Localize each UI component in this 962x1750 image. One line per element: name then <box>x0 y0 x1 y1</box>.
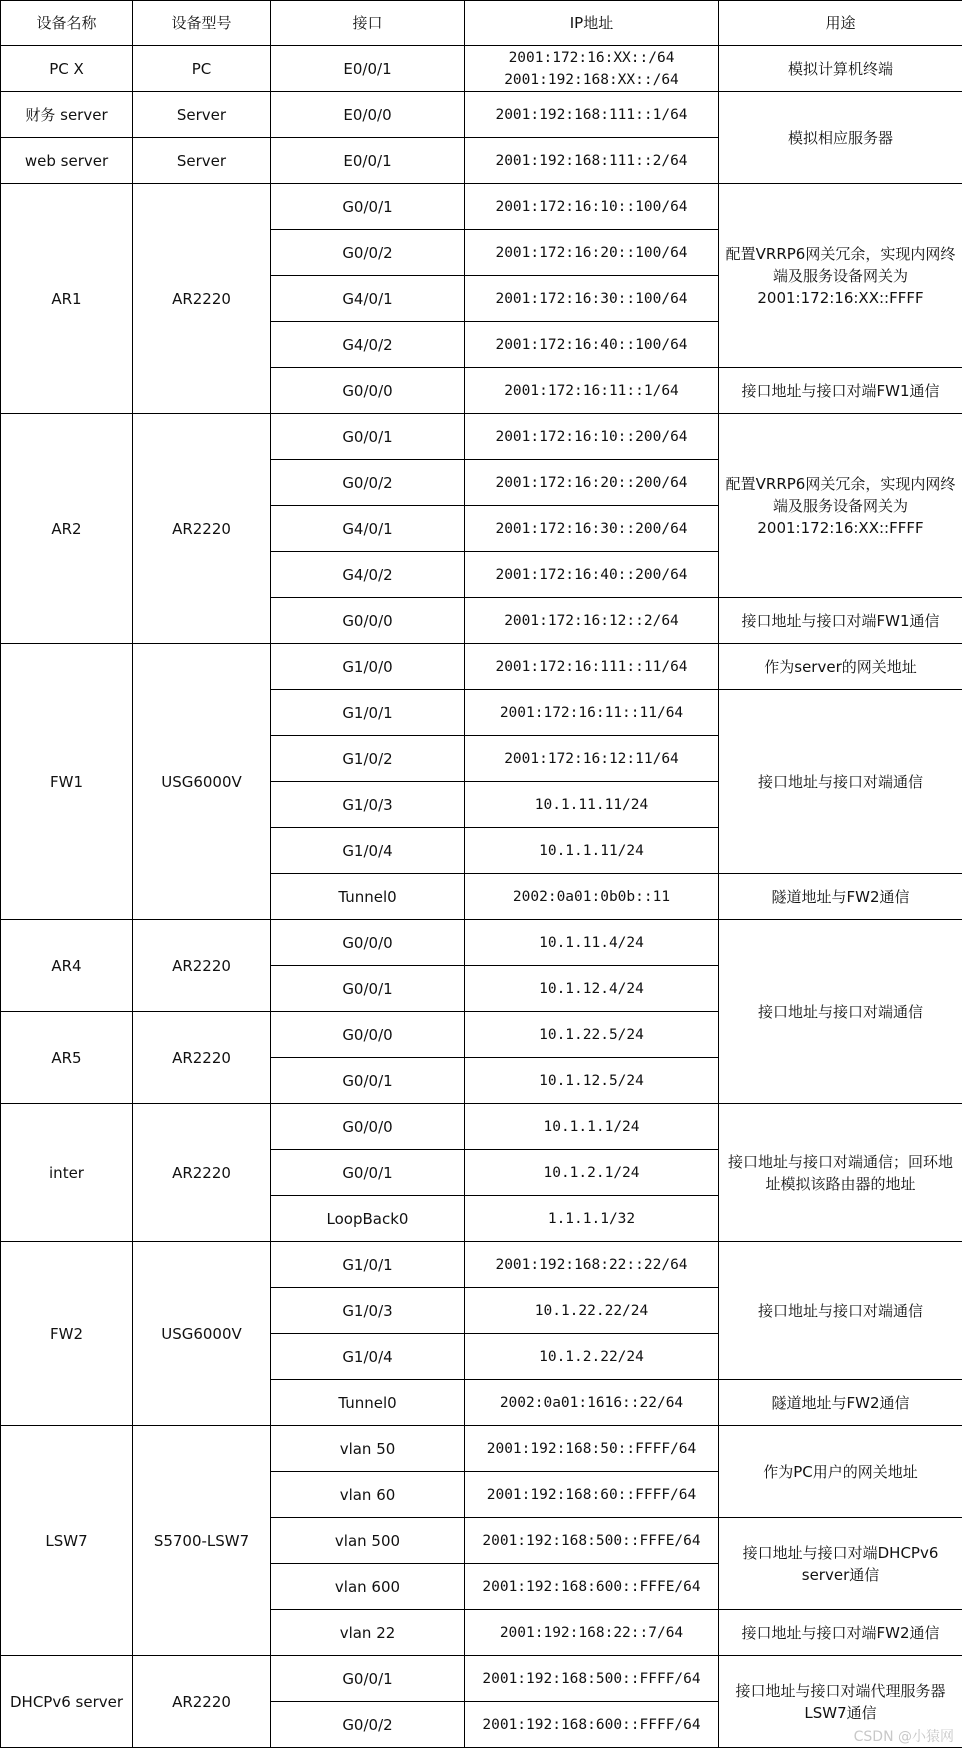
device-model-cell: USG6000V <box>133 644 271 920</box>
header-interface: 接口 <box>271 1 465 46</box>
device-name-cell: 财务 server <box>1 92 133 138</box>
usage-cell: 接口地址与接口对端FW1通信 <box>719 368 962 414</box>
usage-cell: 模拟计算机终端 <box>719 46 962 92</box>
interface-cell: G1/0/3 <box>271 1288 465 1334</box>
ip-address-cell: 2001:172:16:20::100/64 <box>465 230 719 276</box>
usage-cell: 接口地址与接口对端通信；回环地址模拟该路由器的地址 <box>719 1104 962 1242</box>
ip-address-cell: 2001:172:16:10::100/64 <box>465 184 719 230</box>
interface-cell: G0/0/0 <box>271 1104 465 1150</box>
ip-address-cell: 10.1.11.11/24 <box>465 782 719 828</box>
watermark: CSDN @小猿网 <box>853 1729 954 1745</box>
ip-address-cell: 10.1.22.5/24 <box>465 1012 719 1058</box>
ip-address-cell: 1.1.1.1/32 <box>465 1196 719 1242</box>
ip-address-cell: 2002:0a01:0b0b::11 <box>465 874 719 920</box>
usage-cell: 接口地址与接口对端通信 <box>719 920 962 1104</box>
interface-cell: E0/0/1 <box>271 46 465 92</box>
device-model-cell: AR2220 <box>133 1656 271 1748</box>
usage-cell: 接口地址与接口对端通信 <box>719 690 962 874</box>
device-name-cell: AR5 <box>1 1012 133 1104</box>
usage-cell: 接口地址与接口对端FW1通信 <box>719 598 962 644</box>
ip-address-cell: 10.1.12.4/24 <box>465 966 719 1012</box>
device-model-cell: PC <box>133 46 271 92</box>
usage-cell: 作为PC用户的网关地址 <box>719 1426 962 1518</box>
device-model-cell: Server <box>133 92 271 138</box>
ip-address-cell: 2001:172:16:12::2/64 <box>465 598 719 644</box>
ip-address-cell: 10.1.1.1/24 <box>465 1104 719 1150</box>
interface-cell: G1/0/4 <box>271 828 465 874</box>
ip-address-cell: 2001:172:16:30::100/64 <box>465 276 719 322</box>
header-device-name: 设备名称 <box>1 1 133 46</box>
interface-cell: LoopBack0 <box>271 1196 465 1242</box>
interface-cell: G1/0/0 <box>271 644 465 690</box>
header-device-model: 设备型号 <box>133 1 271 46</box>
interface-cell: vlan 600 <box>271 1564 465 1610</box>
interface-cell: G4/0/1 <box>271 506 465 552</box>
ip-address-line: 2001:172:16:XX::/64 <box>508 49 675 66</box>
interface-cell: G1/0/1 <box>271 1242 465 1288</box>
ip-address-cell: 2001:172:16:20::200/64 <box>465 460 719 506</box>
interface-cell: vlan 22 <box>271 1610 465 1656</box>
device-model-cell: AR2220 <box>133 920 271 1012</box>
device-name-cell: FW2 <box>1 1242 133 1426</box>
ip-address-cell: 10.1.2.1/24 <box>465 1150 719 1196</box>
interface-cell: E0/0/1 <box>271 138 465 184</box>
ip-address-cell: 2001:192:168:22::7/64 <box>465 1610 719 1656</box>
interface-cell: Tunnel0 <box>271 874 465 920</box>
header-ip-address: IP地址 <box>465 1 719 46</box>
ip-address-cell: 2001:192:168:111::2/64 <box>465 138 719 184</box>
usage-cell: 接口地址与接口对端FW2通信 <box>719 1610 962 1656</box>
interface-cell: G1/0/4 <box>271 1334 465 1380</box>
device-model-cell: Server <box>133 138 271 184</box>
interface-cell: Tunnel0 <box>271 1380 465 1426</box>
ip-address-line: 2001:192:168:XX::/64 <box>504 71 679 88</box>
ip-address-cell <box>465 46 719 92</box>
interface-cell: G0/0/2 <box>271 460 465 506</box>
ip-address-cell: 10.1.12.5/24 <box>465 1058 719 1104</box>
ip-address-cell: 2001:172:16:40::100/64 <box>465 322 719 368</box>
device-name-cell: PC X <box>1 46 133 92</box>
interface-cell: vlan 50 <box>271 1426 465 1472</box>
ip-address-cell: 2001:192:168:60::FFFF/64 <box>465 1472 719 1518</box>
usage-cell: 作为server的网关地址 <box>719 644 962 690</box>
interface-cell: G0/0/0 <box>271 368 465 414</box>
ip-address-cell: 2001:192:168:500::FFFF/64 <box>465 1656 719 1702</box>
table-row <box>1 1656 962 1702</box>
interface-cell: G0/0/2 <box>271 1702 465 1748</box>
ip-address-cell: 2001:172:16:30::200/64 <box>465 506 719 552</box>
usage-cell: 接口地址与接口对端通信 <box>719 1242 962 1380</box>
interface-cell: G4/0/2 <box>271 322 465 368</box>
ip-address-cell: 10.1.22.22/24 <box>465 1288 719 1334</box>
usage-cell: 隧道地址与FW2通信 <box>719 1380 962 1426</box>
device-model-cell: AR2220 <box>133 1012 271 1104</box>
table-row <box>1 184 962 230</box>
device-model-cell: USG6000V <box>133 1242 271 1426</box>
table-row <box>1 1426 962 1472</box>
usage-cell: 配置VRRP6网关冗余，实现内网终端及服务设备网关为2001:172:16:XX::FFFF <box>719 414 962 598</box>
device-name-cell: FW1 <box>1 644 133 920</box>
device-name-cell: LSW7 <box>1 1426 133 1656</box>
interface-cell: G4/0/2 <box>271 552 465 598</box>
table-row <box>1 644 962 690</box>
table-row <box>1 1242 962 1288</box>
interface-cell: vlan 60 <box>271 1472 465 1518</box>
interface-cell: G0/0/1 <box>271 966 465 1012</box>
device-name-cell: AR1 <box>1 184 133 414</box>
table-row <box>1 414 962 460</box>
ip-address-cell: 2001:172:16:11::1/64 <box>465 368 719 414</box>
ip-address-cell: 10.1.11.4/24 <box>465 920 719 966</box>
table-row <box>1 92 962 138</box>
table-row <box>1 920 962 966</box>
ip-address-cell: 10.1.1.11/24 <box>465 828 719 874</box>
interface-cell: G0/0/2 <box>271 230 465 276</box>
table-row <box>1 46 962 92</box>
device-model-cell: AR2220 <box>133 1104 271 1242</box>
interface-cell: G0/0/0 <box>271 920 465 966</box>
ip-address-cell: 2001:172:16:11::11/64 <box>465 690 719 736</box>
device-model-cell: AR2220 <box>133 184 271 414</box>
ip-address-cell: 2001:172:16:111::11/64 <box>465 644 719 690</box>
interface-cell: G0/0/1 <box>271 414 465 460</box>
interface-cell: E0/0/0 <box>271 92 465 138</box>
usage-cell: 配置VRRP6网关冗余，实现内网终端及服务设备网关为2001:172:16:XX::FFFF <box>719 184 962 368</box>
ip-address-cell: 2001:192:168:600::FFFE/64 <box>465 1564 719 1610</box>
ip-address-cell: 2001:192:168:50::FFFF/64 <box>465 1426 719 1472</box>
interface-cell: G1/0/1 <box>271 690 465 736</box>
device-name-cell: inter <box>1 1104 133 1242</box>
device-model-cell: S5700-LSW7 <box>133 1426 271 1656</box>
table-row <box>1 1104 962 1150</box>
ip-address-cell: 10.1.2.22/24 <box>465 1334 719 1380</box>
interface-cell: G0/0/1 <box>271 1150 465 1196</box>
ip-address-cell: 2001:192:168:500::FFFE/64 <box>465 1518 719 1564</box>
device-name-cell: DHCPv6 server <box>1 1656 133 1748</box>
usage-cell: 接口地址与接口对端代理服务器LSW7通信 <box>719 1656 962 1748</box>
usage-cell: 隧道地址与FW2通信 <box>719 874 962 920</box>
interface-cell: G1/0/3 <box>271 782 465 828</box>
interface-cell: G0/0/0 <box>271 598 465 644</box>
usage-cell: 模拟相应服务器 <box>719 92 962 184</box>
ip-address-cell: 2001:192:168:111::1/64 <box>465 92 719 138</box>
header-usage: 用途 <box>719 1 962 46</box>
ip-address-cell: 2001:192:168:600::FFFF/64 <box>465 1702 719 1748</box>
interface-cell: G0/0/1 <box>271 184 465 230</box>
usage-cell: 接口地址与接口对端DHCPv6 server通信 <box>719 1518 962 1610</box>
ip-address-cell: 2001:172:16:40::200/64 <box>465 552 719 598</box>
interface-cell: G0/0/0 <box>271 1012 465 1058</box>
interface-cell: vlan 500 <box>271 1518 465 1564</box>
ip-address-cell: 2001:172:16:12:11/64 <box>465 736 719 782</box>
ip-address-cell: 2001:172:16:10::200/64 <box>465 414 719 460</box>
device-model-cell: AR2220 <box>133 414 271 644</box>
interface-cell: G0/0/1 <box>271 1656 465 1702</box>
interface-cell: G0/0/1 <box>271 1058 465 1104</box>
interface-cell: G4/0/1 <box>271 276 465 322</box>
ip-address-cell: 2002:0a01:1616::22/64 <box>465 1380 719 1426</box>
device-name-cell: web server <box>1 138 133 184</box>
interface-cell: G1/0/2 <box>271 736 465 782</box>
device-name-cell: AR2 <box>1 414 133 644</box>
ip-address-cell: 2001:192:168:22::22/64 <box>465 1242 719 1288</box>
device-name-cell: AR4 <box>1 920 133 1012</box>
header-row <box>1 1 962 46</box>
